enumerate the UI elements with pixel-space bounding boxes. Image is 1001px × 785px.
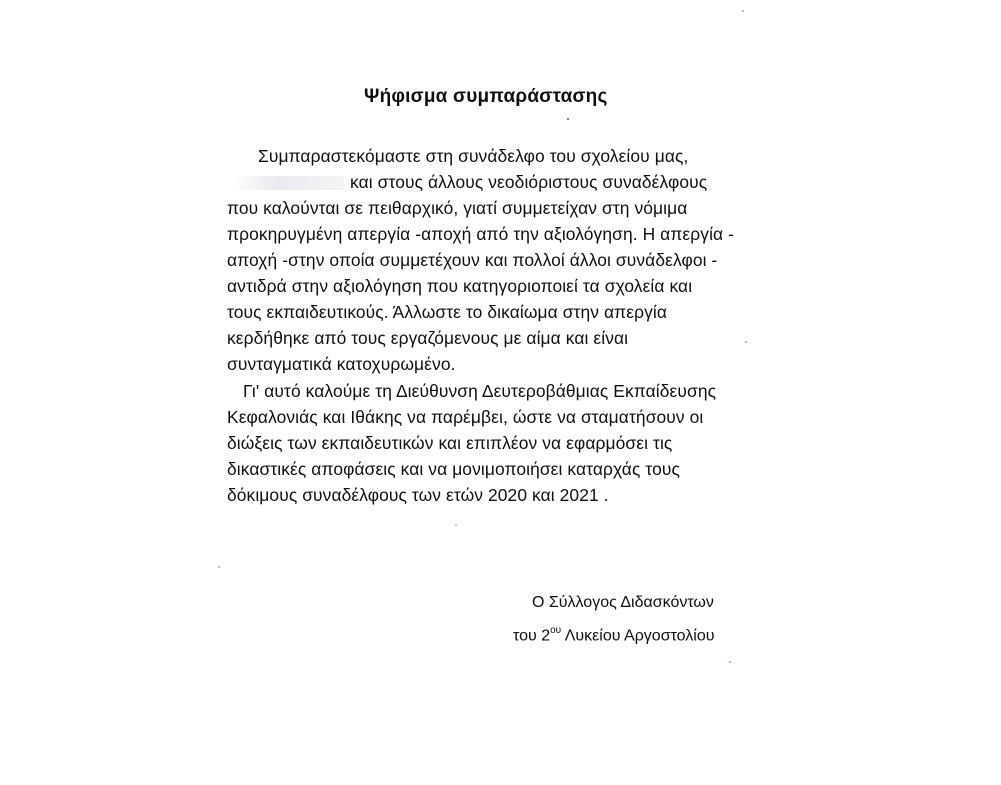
paragraph-line — [232, 172, 707, 193]
paragraph-line: κερδήθηκε από τους εργαζόμενους με αίμα και είναι — [227, 328, 629, 348]
paragraph-line: δόκιμους συναδέλφους των ετών 2020 και 2021 . — [227, 485, 609, 505]
paragraph-line-text: και στους άλλους νεοδιόριστους συναδέλφους — [350, 172, 708, 192]
paragraph-line: Κεφαλονιάς και Ιθάκης να παρέμβει, ώστε να σταματήσουν οι — [227, 407, 704, 427]
signature-suffix: Λυκείου Αργοστολίου — [561, 627, 715, 645]
signature-line-2 — [513, 626, 714, 645]
paragraph-line: αντιδρά στην αξιολόγηση που κατηγοριοποιεί τα σχολεία και — [227, 276, 693, 296]
paragraph-line: προκηρυγμένη απεργία -αποχή από την αξιολόγηση. Η απεργία - — [227, 224, 735, 244]
signature-superscript: ου — [550, 625, 562, 636]
scan-speck — [455, 524, 457, 526]
scan-speck — [745, 341, 747, 343]
scan-speck — [567, 118, 569, 120]
signature-line-1: Ο Σύλλογος Διδασκόντων — [532, 594, 714, 611]
scan-speck — [218, 566, 220, 568]
paragraph-line: διώξεις των εκπαιδευτικών και επιπλέον να εφαρμόσει τις — [227, 433, 673, 453]
paragraph-line: συνταγματικά κατοχυρωμένο. — [227, 354, 456, 374]
paragraph-line: αποχή -στην οποία συμμετέχουν και πολλοί άλλοι συνάδελφοι - — [227, 250, 718, 270]
signature-prefix: του 2 — [513, 627, 551, 645]
redacted-name — [232, 176, 344, 190]
document-title: Ψήφισμα συμπαράστασης — [364, 86, 608, 107]
paragraph-line: δικαστικές αποφάσεις και να μονιμοποιήσει καταρχάς τους — [227, 459, 680, 479]
scan-speck — [729, 661, 731, 663]
paragraph-line: που καλούνται σε πειθαρχικό, γιατί συμμετείχαν στη νόμιμα — [227, 198, 688, 218]
paragraph-line: Συμπαραστεκόμαστε στη συνάδελφο του σχολείου μας, — [258, 146, 689, 166]
scan-speck — [742, 10, 744, 12]
paragraph-line: Γι' αυτό καλούμε τη Διεύθυνση Δευτεροβάθμιας Εκπαίδευσης — [243, 381, 717, 401]
paragraph-line: τους εκπαιδευτικούς. Άλλωστε το δικαίωμα στην απεργία — [227, 302, 668, 322]
